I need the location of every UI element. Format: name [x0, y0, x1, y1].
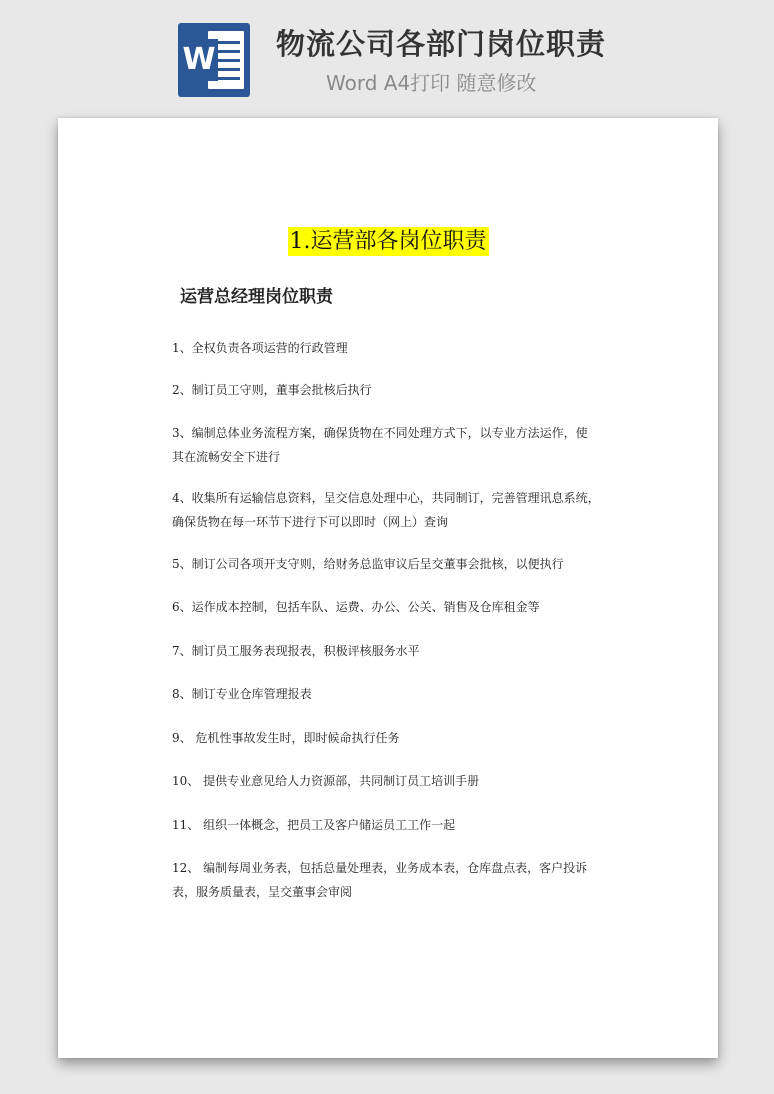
list-item-line: 5、制订公司各项开支守则，给财务总监审议后呈交董事会批核，以便执行 — [172, 557, 564, 571]
list-item — [172, 856, 604, 904]
list-item-line: 其在流畅安全下进行 — [172, 450, 281, 464]
list-item-line: 9、 危机性事故发生时，即时候命执行任务 — [172, 731, 400, 745]
list-item — [172, 769, 604, 793]
list-item — [172, 682, 604, 706]
header-banner — [0, 0, 774, 110]
document-title-text: 1.运营部各岗位职责 — [289, 229, 487, 254]
document-page — [58, 118, 718, 1058]
list-item — [172, 552, 604, 576]
list-item-line: 表，服务质量表，呈交董事会审阅 — [172, 885, 353, 899]
document-title — [58, 226, 718, 258]
list-item-line: 确保货物在每一环节下进行下可以即时（网上）查询 — [172, 515, 449, 529]
banner-subtitle: Word A4打印 随意修改 — [326, 71, 537, 95]
list-item — [172, 726, 604, 750]
section-title: 运营总经理岗位职责 — [180, 287, 333, 307]
list-item-line: 3、编制总体业务流程方案，确保货物在不同处理方式下，以专业方法运作，使 — [172, 426, 588, 440]
list-item-line: 6、运作成本控制，包括车队、运费、办公、公关、销售及仓库租金等 — [172, 600, 540, 614]
list-item-line: 1、全权负责各项运营的行政管理 — [172, 341, 348, 355]
word-icon-letter: W — [180, 39, 218, 81]
list-item — [172, 813, 604, 837]
list-item-line: 2、制订员工守则，董事会批核后执行 — [172, 383, 372, 397]
list-item-line: 10、 提供专业意见给人力资源部，共同制订员工培训手册 — [172, 774, 480, 788]
list-item — [172, 639, 604, 663]
list-item — [172, 486, 604, 534]
banner-title: 物流公司各部门岗位职责 — [276, 27, 607, 61]
list-item — [172, 595, 604, 619]
list-item-line: 4、收集所有运输信息资料，呈交信息处理中心，共同制订，完善管理讯息系统， — [172, 491, 600, 505]
list-item-line: 8、制订专业仓库管理报表 — [172, 687, 312, 701]
list-item — [172, 421, 604, 469]
list-item-line: 7、制订员工服务表现报表，积极评核服务水平 — [172, 644, 420, 658]
list-item — [172, 378, 604, 402]
list-item-line: 12、 编制每周业务表，包括总量处理表，业务成本表，仓库盘点表，客户投诉 — [172, 861, 588, 875]
list-item-line: 11、 组织一体概念，把员工及客户储运员工工作一起 — [172, 818, 456, 832]
word-document-icon — [178, 23, 250, 97]
list-item — [172, 336, 604, 360]
